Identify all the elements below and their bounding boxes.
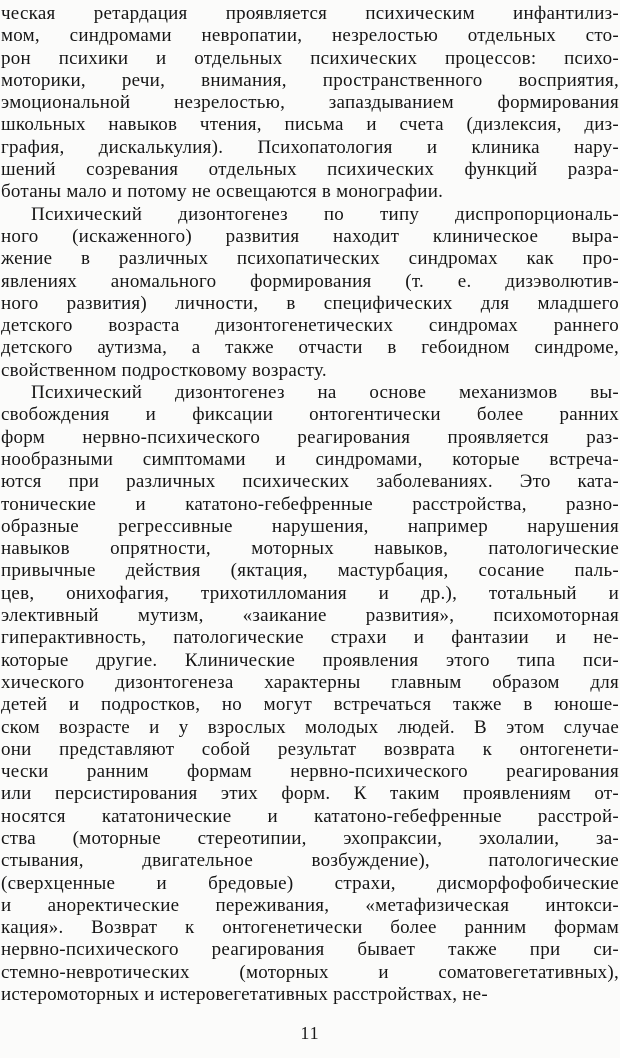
text-line: которые другие. Клинические проявления этого типа пси- xyxy=(1,649,619,671)
text-line: шений созревания отдельных психических функций разра- xyxy=(1,159,619,181)
text-line: явлениях аномального формирования (т. е. дизэволютив- xyxy=(1,270,619,292)
text-line: ства (моторные стереотипии, эхопраксии, эхолалии, за- xyxy=(1,827,619,849)
text-line: Психический дизонтогенез по типу диспропорциональ- xyxy=(31,203,619,225)
text-line: они представляют собой результат возврата к онтогенети- xyxy=(1,738,619,760)
text-line: эмоциональной незрелостью, запаздыванием формирования xyxy=(1,92,619,114)
text-line: тонические и кататоно-гебефренные расстройства, разно- xyxy=(1,493,619,515)
text-line: кация». Возврат к онтогенетически более ранним формам xyxy=(1,917,619,939)
text-line: привычные действия (яктация, мастурбация, сосание паль- xyxy=(1,560,619,582)
text-line: ного (искаженного) развития находит клиническое выра- xyxy=(1,225,619,247)
text-line: графия, дискалькулия). Психопатология и клиника нару- xyxy=(1,136,619,158)
text-line: свобождения и фиксации онтогентически более ранних xyxy=(1,404,619,426)
text-line: свойственном подростковому возрасту. xyxy=(1,359,327,381)
text-line: жение в различных психопатических синдромах как про- xyxy=(1,248,619,270)
text-line: детского возраста дизонтогенетических синдромах раннего xyxy=(1,315,619,337)
text-line: и аноректические переживания, «метафизическая интокси- xyxy=(1,894,619,916)
text-line: мом, синдромами невропатии, незрелостью отдельных сто- xyxy=(1,25,619,47)
text-line: навыков опрятности, моторных навыков, патологические xyxy=(1,538,619,560)
text-line: ются при различных психических заболеваниях. Это ката- xyxy=(1,471,619,493)
text-line: гиперактивность, патологические страхи и фантазии и не- xyxy=(1,627,619,649)
text-line: школьных навыков чтения, письма и счета (дизлексия, диз- xyxy=(1,114,619,136)
text-line: истеромоторных и истеровегетативных расстройствах, не- xyxy=(1,984,488,1006)
text-line: нообразными симптомами и синдромами, которые встреча- xyxy=(1,448,619,470)
text-line: ческая ретардация проявляется психическим инфантилиз- xyxy=(1,3,619,24)
text-line: чески ранним формам нервно-психического реагирования xyxy=(1,761,619,783)
text-line: образные регрессивные нарушения, например нарушения xyxy=(1,515,619,537)
text-line: ботаны мало и потому не освещаются в монографии. xyxy=(1,181,444,203)
text-line: ском возрасте и у взрослых молодых людей. В этом случае xyxy=(1,716,619,738)
text-line: стывания, двигательное возбуждение), патологические xyxy=(1,850,619,872)
text-line: детей и подростков, но могут встречаться также в юноше- xyxy=(1,694,619,716)
text-line: рон психики и отдельных психических процессов: психо- xyxy=(1,47,619,69)
text-line: форм нервно-психического реагирования проявляется раз- xyxy=(1,426,619,448)
text-line: Психический дизонтогенез на основе механизмов вы- xyxy=(31,382,619,404)
text-line: (сверхценные и бредовые) страхи, дисморфофобические xyxy=(1,872,619,894)
text-line: элективный мутизм, «заикание развития», психомоторная xyxy=(1,605,619,627)
text-line: или персистирования этих форм. К таким проявлениям от- xyxy=(1,783,619,805)
text-line: стемно-невротических (моторных и соматовегетативных), xyxy=(1,961,619,983)
page-number: 11 xyxy=(300,1023,320,1043)
text-line: хического дизонтогенеза характерны главным образом для xyxy=(1,671,619,693)
text-line: детского аутизма, а также отчасти в гебоидном синдроме, xyxy=(1,337,619,359)
text-line: цев, онихофагия, трихотилломания и др.), тотальный и xyxy=(1,582,619,604)
text-line: носятся кататонические и кататоно-гебефренные расстрой- xyxy=(1,805,619,827)
text-line: нервно-психического реагирования бывает также при си- xyxy=(1,939,619,961)
body-text xyxy=(1,3,619,1006)
text-line: ного развития) личности, в специфических для младшего xyxy=(1,292,619,314)
text-line: моторики, речи, внимания, пространственного восприятия, xyxy=(1,69,619,91)
